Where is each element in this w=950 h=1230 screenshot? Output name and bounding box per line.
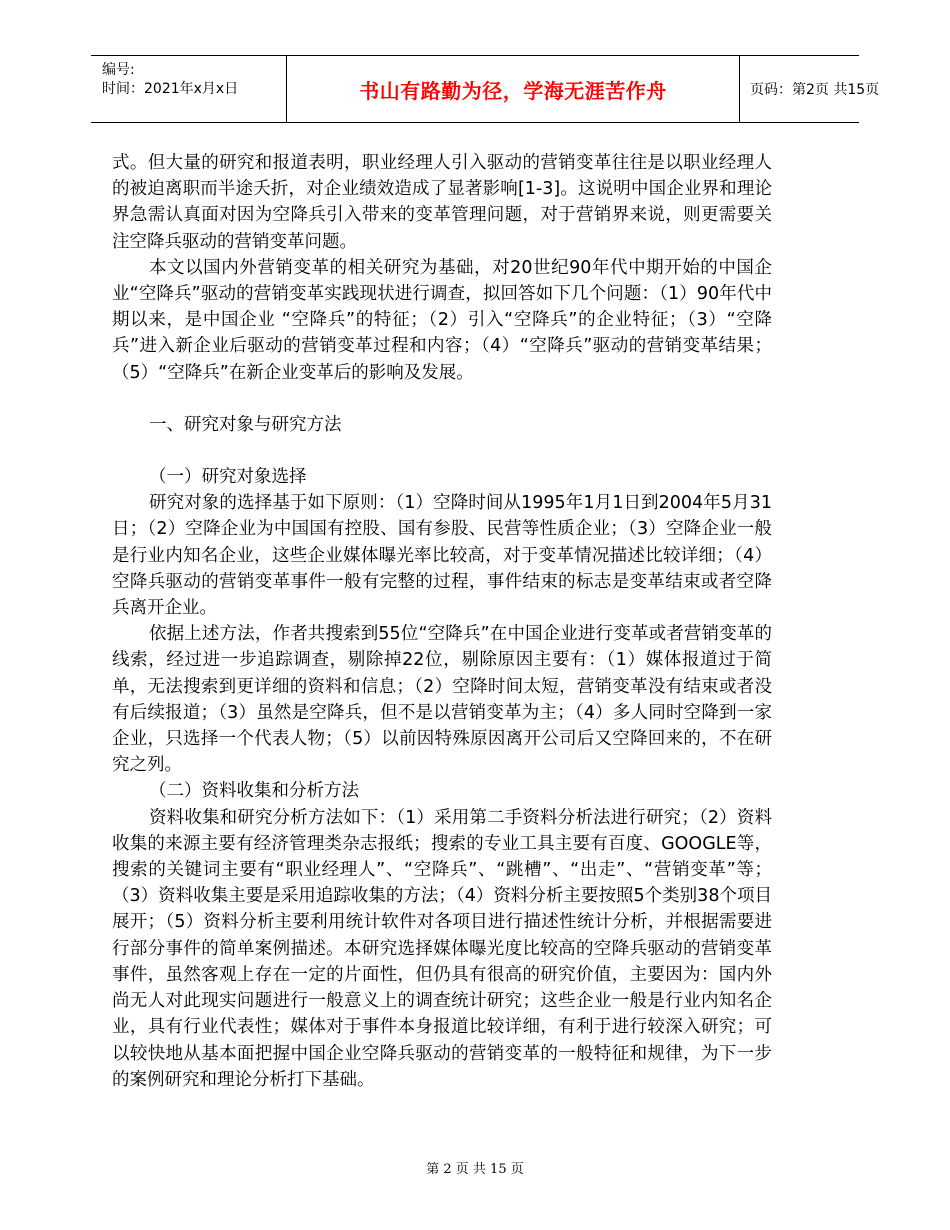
header-motto: 书山有路勤为径，学海无涯苦作舟: [286, 56, 740, 122]
subsection-heading: （一）研究对象选择: [149, 467, 307, 488]
document-body: [112, 150, 772, 1093]
page-header: [91, 55, 880, 123]
header-meta: [91, 56, 286, 122]
body-paragraph: 式。但大量的研究和报道表明，职业经理人引入驱动的营销变革往往是以职业经理人的被迫离职而半途夭折，对企业绩效造成了显著影响[1-3]。这说明中国企业界和理论界急需认真面对因为空降兵引入带来的变革管理问题，对于营销界来说，则更需要关注空降兵驱动的营销变革问题。: [112, 153, 772, 252]
document-number-label: 编号:: [102, 62, 135, 78]
subsection-heading: （二）资料收集和分析方法: [149, 781, 359, 802]
page-footer: 第 2 页 共 15 页: [426, 1162, 524, 1177]
section-heading: 一、研究对象与研究方法: [149, 414, 342, 435]
body-paragraph: 依据上述方法，作者共搜索到55位“空降兵”在中国企业进行变革或者营销变革的线索，经过进一步追踪调查，剔除掉22位，剔除原因主要有：（1）媒体报道过于简单，无法搜索到更详细的资料和信息；（2）空降时间太短，营销变革没有结束或者没有后续报道；（3）虽然是空降兵，但不是以营销变革为主；（4）多人同时空降到一家企业，只选择一个代表人物；（5）以前因特殊原因离开公司后又空降回来的，不在研究之列。: [112, 624, 772, 776]
header-page-number: 页码：第2页 共15页: [750, 82, 880, 98]
body-paragraph: 本文以国内外营销变革的相关研究为基础，对20世纪90年代中期开始的中国企业“空降兵”驱动的营销变革实践现状进行调查，拟回答如下几个问题：（1）90年代中期以来，是中国企业 “空降兵”的特征；（2）引入“空降兵”的企业特征；（3）“空降兵”进入新企业后驱动的营销变革过程和内容；（4）“空降兵”驱动的营销变革结果；（5）“空降兵”在新企业变革后的影响及发展。: [112, 257, 772, 383]
document-time-label: 时间：2021年x月x日: [102, 81, 239, 97]
body-paragraph: 研究对象的选择基于如下原则：（1）空降时间从1995年1月1日到2004年5月31日；（2）空降企业为中国国有控股、国有参股、民营等性质企业；（3）空降企业一般是行业内知名企业，这些企业媒体曝光率比较高，对于变革情况描述比较详细；（4）空降兵驱动的营销变革事件一般有完整的过程，事件结束的标志是变革结束或者空降兵离开企业。: [112, 493, 772, 619]
body-paragraph: 资料收集和研究分析方法如下：（1）采用第二手资料分析法进行研究；（2）资料收集的来源主要有经济管理类杂志报纸；搜索的专业工具主要有百度、GOOGLE等，搜索的关键词主要有“职业经理人”、“空降兵”、“跳槽”、“出走”、“营销变革”等；（3）资料收集主要是采用追踪收集的方法；（4）资料分析主要按照5个类别38个项目展开；（5）资料分析主要利用统计软件对各项目进行描述性统计分析，并根据需要进行部分事件的简单案例描述。本研究选择媒体曝光度比较高的空降兵驱动的营销变革事件，虽然客观上存在一定的片面性，但仍具有很高的研究价值，主要因为：国内外尚无人对此现实问题进行一般意义上的调查统计研究；这些企业一般是行业内知名企业，具有行业代表性；媒体对于事件本身报道比较详细，有利于进行较深入研究；可以较快地从基本面把握中国企业空降兵驱动的营销变革的一般特征和规律，为下一步的案例研究和理论分析打下基础。: [112, 807, 772, 1090]
